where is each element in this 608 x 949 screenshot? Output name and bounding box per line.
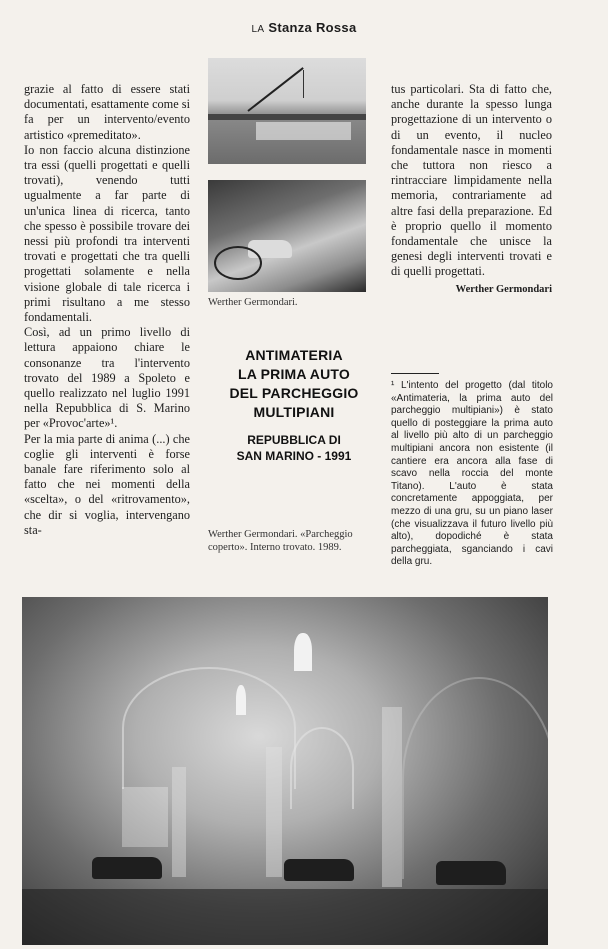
subtitle-line: REPUBBLICA DI <box>247 433 341 447</box>
paragraph: Per la mia parte di anima (...) che coglie gli interventi è forse banale fare riferimento solo al fatto che nei momenti della «scelta», o del «ritrovamento», che dir si voglia, intervengano sta- <box>24 431 190 537</box>
car-on-laser-plane-photo <box>208 180 366 292</box>
footnote-rule <box>391 373 439 374</box>
author-signature: Werther Germondari <box>455 283 552 295</box>
left-text-column <box>24 82 190 538</box>
footnote: ¹ L'intento del progetto (dal titolo «Antimateria, la prima auto del parcheggio multipiani») è stato quello di posteggiare la prima auto al livello più alto di un parcheggio multipiani ancora non esistente (il cantiere era ancora alla fase di scavo nella roccia del monte Titano). L'auto è stata concretamente appoggiata, per mezzo di una gru, su un piano laser (che visualizzava il futuro livello più alto), dopodiché è stata parcheggiata, sganciando i cavi della gru. <box>391 380 553 568</box>
paragraph: Così, ad un primo livello di lettura appaiono chiare le consonanze tra l'intervento trovato del 1989 a Spoleto e quello realizzato nel luglio 1991 nella Repubblica di S. Marino per «Provoc'arte»¹. <box>24 325 190 431</box>
title-line: MULTIPIANI <box>253 404 335 420</box>
paragraph: grazie al fatto di essere stati documentati, esattamente come si fa per un intervento/evento artistico «premeditato». <box>24 82 190 142</box>
church-interior-photo <box>22 597 548 945</box>
construction-site-photo <box>208 58 366 164</box>
photo-caption: Werther Germondari. «Parcheggio coperto». Interno trovato. 1989. <box>208 529 353 553</box>
header-prefix: LA <box>251 24 265 35</box>
photo-caption: Werther Germondari. <box>208 297 298 308</box>
subtitle-line: SAN MARINO - 1991 <box>236 449 352 463</box>
paragraph: Io non faccio alcuna distinzione tra essi (quelli progettati e quelli trovati), venendo tutti ugualmente a far parte di un'unica linea di ricerca, tanto che spesso è possibile trovare dei nessi più profondi tra interventi trovati e progettati che tra quelli progettati solamente e nella visione globale di tale ricerca i primi risultano a me stesso fondamentali. <box>24 142 190 325</box>
title-line: LA PRIMA AUTO <box>237 366 350 382</box>
right-text-column <box>391 82 552 297</box>
running-header <box>0 20 608 35</box>
header-title: Stanza Rossa <box>268 20 357 35</box>
title-line: ANTIMATERIA <box>245 347 343 363</box>
title-line: DEL PARCHEGGIO <box>229 385 359 401</box>
paragraph: tus particolari. Sta di fatto che, anche durante la spesso lunga progettazione di un intervento o di un evento, il nucleo fondamentale nasce in momenti che tuttora non riesco a rintracciare limpidamente nella memoria, contrariamente ad altre fasi della preparazione. Ed è proprio quello il momento fondamentale che unisce la genesi degli interventi trovati e di quelli progettati. <box>391 82 552 279</box>
article-title-block <box>200 346 388 464</box>
